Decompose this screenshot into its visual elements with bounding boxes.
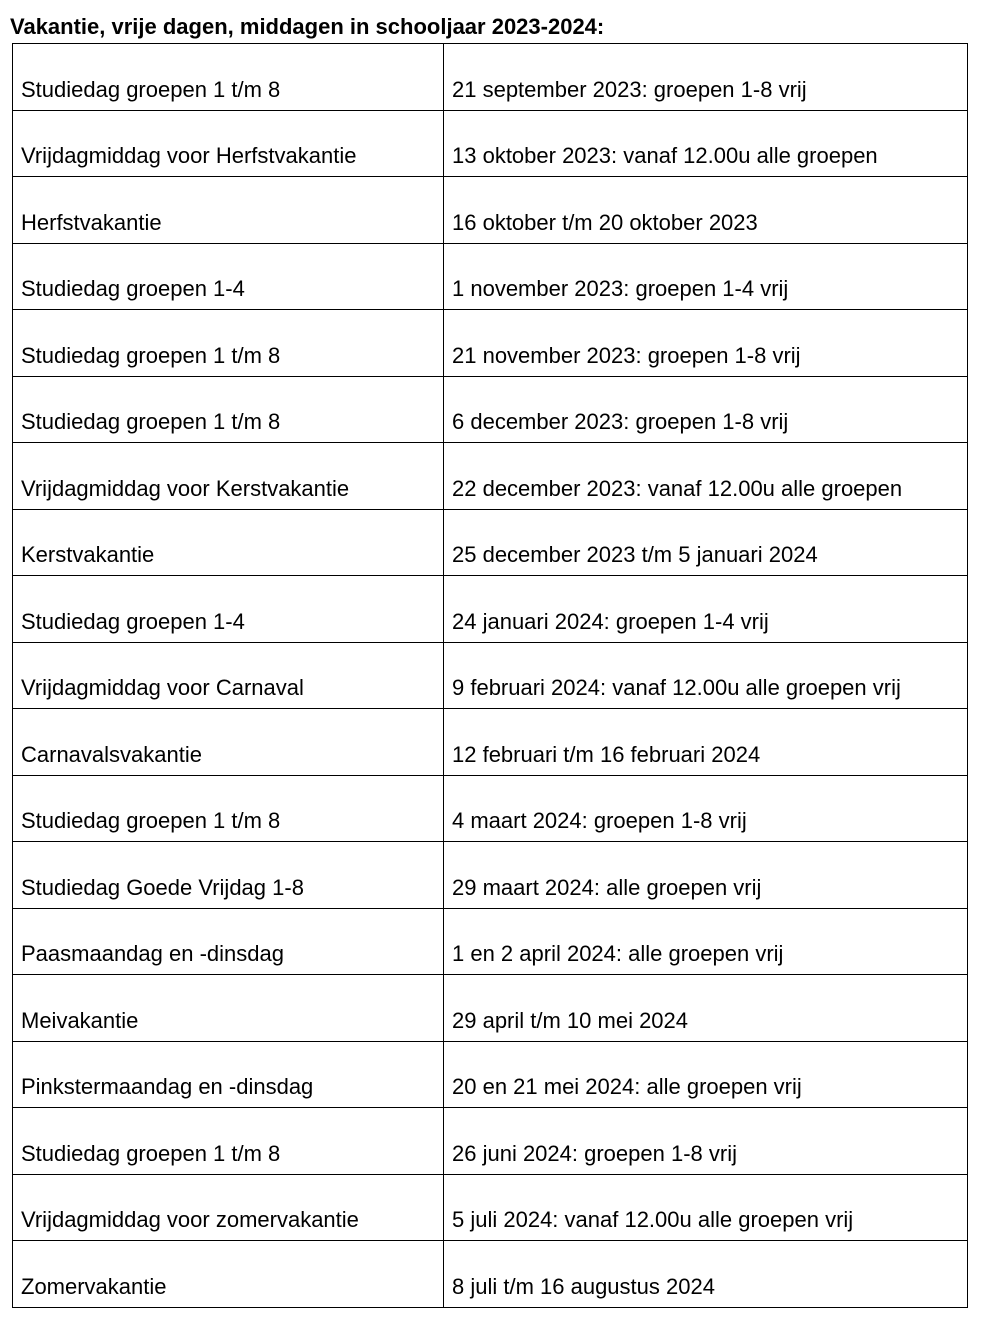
table-row [13, 44, 968, 111]
event-cell: Vrijdagmiddag voor Herfstvakantie [13, 110, 444, 177]
table-row [13, 1241, 968, 1308]
date-cell: 6 december 2023: groepen 1-8 vrij [444, 376, 968, 443]
event-cell: Vrijdagmiddag voor Kerstvakantie [13, 443, 444, 510]
event-cell: Studiedag groepen 1 t/m 8 [13, 775, 444, 842]
table-row [13, 576, 968, 643]
event-cell: Kerstvakantie [13, 509, 444, 576]
date-cell: 4 maart 2024: groepen 1-8 vrij [444, 775, 968, 842]
date-cell: 9 februari 2024: vanaf 12.00u alle groepen vrij [444, 642, 968, 709]
table-row [13, 376, 968, 443]
event-cell: Meivakantie [13, 975, 444, 1042]
event-cell: Herfstvakantie [13, 177, 444, 244]
schedule-table-body [13, 44, 968, 1308]
event-cell: Carnavalsvakantie [13, 709, 444, 776]
date-cell: 21 september 2023: groepen 1-8 vrij [444, 44, 968, 111]
event-cell: Studiedag groepen 1 t/m 8 [13, 310, 444, 377]
table-row [13, 243, 968, 310]
event-cell: Paasmaandag en -dinsdag [13, 908, 444, 975]
date-cell: 5 juli 2024: vanaf 12.00u alle groepen vrij [444, 1174, 968, 1241]
table-row [13, 509, 968, 576]
table-row [13, 1041, 968, 1108]
date-cell: 13 oktober 2023: vanaf 12.00u alle groepen [444, 110, 968, 177]
date-cell: 29 maart 2024: alle groepen vrij [444, 842, 968, 909]
event-cell: Pinkstermaandag en -dinsdag [13, 1041, 444, 1108]
table-row [13, 775, 968, 842]
table-row [13, 975, 968, 1042]
document-title: Vakantie, vrije dagen, middagen in schooljaar 2023-2024: [10, 14, 605, 39]
table-row [13, 110, 968, 177]
date-cell: 21 november 2023: groepen 1-8 vrij [444, 310, 968, 377]
event-cell: Studiedag groepen 1 t/m 8 [13, 1108, 444, 1175]
date-cell: 1 en 2 april 2024: alle groepen vrij [444, 908, 968, 975]
date-cell: 25 december 2023 t/m 5 januari 2024 [444, 509, 968, 576]
date-cell: 26 juni 2024: groepen 1-8 vrij [444, 1108, 968, 1175]
table-row [13, 709, 968, 776]
event-cell: Studiedag groepen 1 t/m 8 [13, 44, 444, 111]
event-cell: Studiedag groepen 1-4 [13, 576, 444, 643]
date-cell: 20 en 21 mei 2024: alle groepen vrij [444, 1041, 968, 1108]
date-cell: 12 februari t/m 16 februari 2024 [444, 709, 968, 776]
event-cell: Vrijdagmiddag voor zomervakantie [13, 1174, 444, 1241]
table-row [13, 842, 968, 909]
date-cell: 8 juli t/m 16 augustus 2024 [444, 1241, 968, 1308]
table-row [13, 1108, 968, 1175]
table-row [13, 1174, 968, 1241]
event-cell: Studiedag Goede Vrijdag 1-8 [13, 842, 444, 909]
schedule-table [12, 43, 968, 1308]
date-cell: 22 december 2023: vanaf 12.00u alle groepen [444, 443, 968, 510]
event-cell: Vrijdagmiddag voor Carnaval [13, 642, 444, 709]
table-row [13, 177, 968, 244]
date-cell: 24 januari 2024: groepen 1-4 vrij [444, 576, 968, 643]
table-row [13, 908, 968, 975]
table-row [13, 443, 968, 510]
date-cell: 1 november 2023: groepen 1-4 vrij [444, 243, 968, 310]
event-cell: Studiedag groepen 1 t/m 8 [13, 376, 444, 443]
table-row [13, 310, 968, 377]
date-cell: 16 oktober t/m 20 oktober 2023 [444, 177, 968, 244]
event-cell: Studiedag groepen 1-4 [13, 243, 444, 310]
table-row [13, 642, 968, 709]
event-cell: Zomervakantie [13, 1241, 444, 1308]
date-cell: 29 april t/m 10 mei 2024 [444, 975, 968, 1042]
